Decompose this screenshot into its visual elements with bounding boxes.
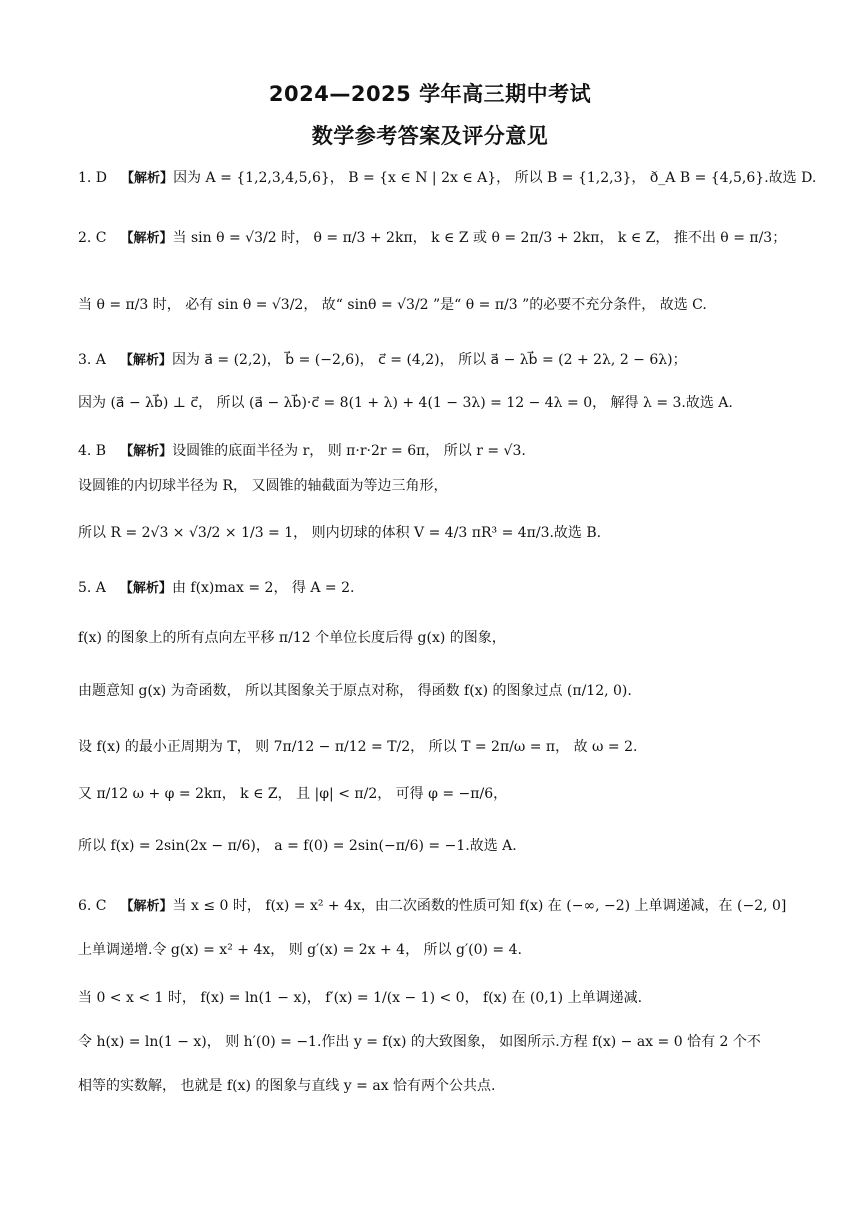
answer-line [78,681,790,701]
analysis-tag: 【解析】 [121,171,174,186]
answer-text: 当 0 < x < 1 时， f(x) = ln(1 − x)， f′(x) = 1/(x − 1) < 0， f(x) 在 (0,1) 上单调递减. [78,990,643,1006]
answer-text: 由 f(x)max = 2， 得 A = 2. [171,580,355,596]
answer-line [78,523,790,543]
analysis-tag: 【解析】 [120,231,173,246]
answer-line [78,578,790,599]
analysis-tag: 【解析】 [119,581,172,596]
answer-line [78,896,790,917]
answer-text: 当 sin θ = √3/2 时， θ = π/3 + 2kπ， k ∈ Z 或 θ = 2π/3 + 2kπ， k ∈ Z， 推不出 θ = π/3； [172,230,787,246]
answer-number: 2. C [78,230,107,246]
answer-text: 又 π/12 ω + φ = 2kπ， k ∈ Z， 且 |φ| < π/2， 可得 φ = −π/6， [78,786,508,802]
answer-line [78,628,790,648]
answer-line [78,784,790,804]
analysis-tag: 【解析】 [119,353,172,368]
answer-line [78,737,790,757]
answer-line [78,1076,790,1096]
answer-line [78,295,790,315]
answer-text: 由题意知 g(x) 为奇函数， 所以其图象关于原点对称， 得函数 f(x) 的图象过点 (π/12, 0). [78,683,632,699]
answer-text: f(x) 的图象上的所有点向左平移 π/12 个单位长度后得 g(x) 的图象， [78,630,506,646]
answer-number: 1. D [78,170,108,186]
answer-text: 上单调递增.令 g(x) = x² + 4x， 则 g′(x) = 2x + 4， 所以 g′(0) = 4. [78,942,522,958]
answer-text: 因为 a⃗ = (2,2)， b⃗ = (−2,6)， c⃗ = (4,2)， 所以 a⃗ − λb⃗ = (2 + 2λ, 2 − 6λ)； [171,352,687,368]
answer-text: 当 x ≤ 0 时， f(x) = x² + 4x，由二次函数的性质可知 f(x) 在 (−∞, −2) 上单调递减，在 (−2, 0] [172,898,787,914]
answer-number: 3. A [78,352,106,368]
answer-text: 相等的实数解， 也就是 f(x) 的图象与直线 y = ax 恰有两个公共点. [78,1078,496,1094]
answer-line [78,1032,790,1052]
analysis-tag: 【解析】 [120,444,173,459]
answer-line [78,393,790,413]
answer-text: 因为 (a⃗ − λb⃗) ⊥ c⃗， 所以 (a⃗ − λb⃗)·c⃗ = 8(1 + λ) + 4(1 − 3λ) = 12 − 4λ = 0， 解得 λ = 3.故选 A. [78,395,733,411]
answer-number: 4. B [78,443,107,459]
answer-line [78,988,790,1008]
answer-text: 因为 A = {1,2,3,4,5,6}， B = {x ∈ N | 2x ∈ A}， 所以 B = {1,2,3}， ð_A B = {4,5,6}.故选 D. [173,170,817,186]
answer-line [78,940,790,960]
answer-text: 所以 R = 2√3 × √3/2 × 1/3 = 1， 则内切球的体积 V = 4/3 πR³ = 4π/3.故选 B. [78,525,602,541]
answer-line [78,476,790,496]
answer-line [78,228,790,249]
answer-number: 5. A [78,580,106,596]
answer-text: 设圆锥的底面半径为 r， 则 π·r·2r = 6π， 所以 r = √3. [172,443,526,459]
answer-text: 所以 f(x) = 2sin(2x − π/6)， a = f(0) = 2sin(−π/6) = −1.故选 A. [78,838,517,854]
exam-title: 2024—2025 学年高三期中考试 [268,82,592,106]
analysis-tag: 【解析】 [120,899,173,914]
answer-line [78,168,817,189]
answer-number: 6. C [78,898,107,914]
answer-text: 当 θ = π/3 时， 必有 sin θ = √3/2， 故“ sinθ = √3/2 ”是“ θ = π/3 ”的必要不充分条件， 故选 C. [78,297,707,313]
answer-line [78,836,790,856]
answer-text: 令 h(x) = ln(1 − x)， 则 h′(0) = −1.作出 y = f(x) 的大致图象， 如图所示.方程 f(x) − ax = 0 恰有 2 个不 [78,1034,761,1050]
answer-text: 设圆锥的内切球半径为 R， 又圆锥的轴截面为等边三角形， [78,478,448,494]
doc-subtitle: 数学参考答案及评分意见 [311,124,549,148]
answer-line [78,350,790,371]
answer-line [78,441,790,462]
answer-text: 设 f(x) 的最小正周期为 T， 则 7π/12 − π/12 = T/2， 所以 T = 2π/ω = π， 故 ω = 2. [78,739,638,755]
